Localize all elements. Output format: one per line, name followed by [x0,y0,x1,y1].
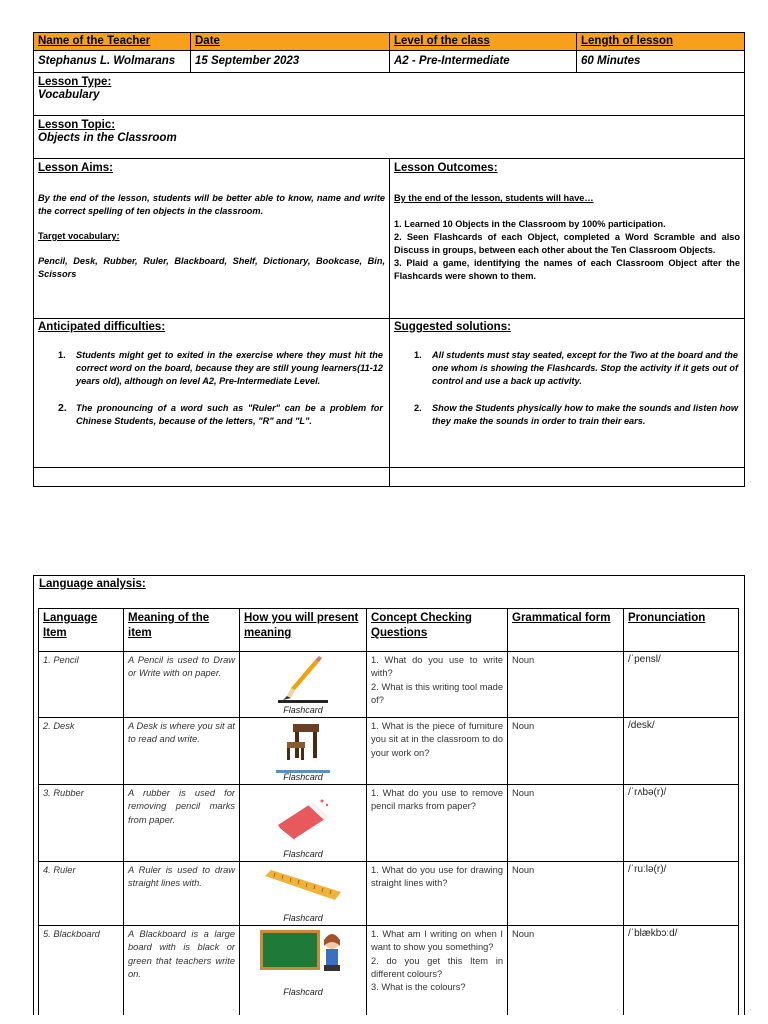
flashcard-label: Flashcard [283,705,323,715]
item-ccq: 1. What is the piece of furniture you sit at in the classroom to do your work on? [366,718,507,784]
lesson-aims-cell [34,159,390,318]
desk-image [283,720,323,766]
class-level: A2 - Pre-Intermediate [390,51,577,72]
flashcard-label: Flashcard [283,849,323,859]
table-row [38,784,739,861]
col-grammatical-form: Grammatical form [507,609,623,651]
target-vocabulary-label: Target vocabulary: [38,231,120,241]
item-pronunciation: /desk/ [623,718,739,784]
outcomes-intro: By the end of the lesson, students will have… [394,193,594,203]
table-row [38,651,739,717]
table-row [38,861,739,925]
item-form: Noun [507,718,623,784]
col-present-meaning: How you will present meaning [239,609,366,651]
ruler-image [263,868,343,902]
table-row [38,717,739,784]
flashcard-label: Flashcard [283,987,323,997]
lesson-aims-text: By the end of the lesson, students will be better able to know, name and write the correct spelling of ten objects in the classroom. [38,193,385,216]
difficulty-item: 2. The pronouncing of a word such as "Ruler" can be a problem for Chinese Students, because of the letters, "R" and "L". [58,402,383,426]
lesson-type-row [34,73,744,116]
aims-outcomes-row [34,159,744,319]
lesson-plan-table [33,32,745,487]
header-values-row [34,51,744,73]
empty-row [34,468,744,486]
item-pronunciation: /ˈpensl/ [623,652,739,717]
difficulties-solutions-row [34,319,744,468]
rubber-image [272,795,334,841]
table-header-row [38,608,739,651]
item-meaning: A rubber is used for removing pencil marks from paper. [123,785,239,861]
item-meaning: A Desk is where you sit at to read and write. [123,718,239,784]
difficulty-item: 1. Students might get to exited in the exercise where they must hit the correct word on the board, because they are still young learners(11-12 years old), although on level A2, Pre-Intermediate Level. [58,350,383,386]
flashcard-cell [239,652,366,717]
outcome-item: 1. Learned 10 Objects in the Classroom by 100% participation. [394,219,666,229]
solutions-label: Suggested solutions: [394,321,511,333]
flashcard-cell [239,718,366,784]
item-name: 2. Desk [38,718,123,784]
pencil-image [279,656,327,700]
outcome-item: 3. Plaid a game, identifying the names of each Classroom Object after the Flashcards were shown to them. [394,258,740,281]
difficulties-label: Anticipated difficulties: [38,321,166,333]
flashcard-cell [239,785,366,861]
lesson-outcomes-label: Lesson Outcomes: [394,162,498,174]
item-name: 1. Pencil [38,652,123,717]
item-meaning: A Pencil is used to Draw or Write with on paper. [123,652,239,717]
item-meaning: A Blackboard is a large board with is black or green that teachers write on. [123,926,239,1015]
item-name: 3. Rubber [38,785,123,861]
lesson-topic-label: Lesson Topic: [38,119,116,131]
blackboard-image [258,928,348,976]
header-date: Date [191,33,390,50]
flashcard-label: Flashcard [283,772,323,782]
header-row [34,33,744,51]
col-meaning: Meaning of the item [123,609,239,651]
lesson-type-value: Vocabulary [38,89,100,101]
item-form: Noun [507,862,623,925]
lesson-date: 15 September 2023 [191,51,390,72]
lesson-length: 60 Minutes [581,55,641,67]
item-form: Noun [507,652,623,717]
teacher-name: Stephanus L. Wolmarans [34,51,191,72]
flashcard-cell [239,862,366,925]
solution-item: 2. Show the Students physically how to make the sounds and listen how they make the sounds in order to train their ears. [414,403,738,426]
item-pronunciation: /ˈblækbɔːd/ [623,926,739,1015]
col-ccq: Concept Checking Questions [366,609,507,651]
lesson-topic-row [34,116,744,159]
solution-item: 1. All students must stay seated, except for the Two at the board and the one whom is showing the Flashcards. Stop the activity if it gets out of control and use a back up activity. [414,350,738,386]
header-teacher: Name of the Teacher [34,33,191,50]
item-pronunciation: /ˈrʌbə(r)/ [623,785,739,861]
target-vocabulary-words: Pencil, Desk, Rubber, Ruler, Blackboard, Shelf, Dictionary, Bookcase, Bin, Scissors [38,256,385,279]
item-ccq: 1. What do you use to write with? 2. What is this writing tool made of? [366,652,507,717]
outcome-item: 2. Seen Flashcards of each Object, completed a Word Scramble and also Discuss in groups, between each other about the Ten Classroom Objects. [394,232,740,255]
difficulties-cell [34,319,390,467]
language-analysis-section [33,575,745,1015]
lesson-topic-value: Objects in the Classroom [38,132,177,144]
item-form: Noun [507,785,623,861]
item-pronunciation: /ˈruːlə(r)/ [623,862,739,925]
item-meaning: A Ruler is used to draw straight lines with. [123,862,239,925]
lesson-type-label: Lesson Type: [38,76,112,88]
table-row [38,925,739,1015]
col-language-item: Language Item [38,609,123,651]
lesson-outcomes-cell [390,159,744,318]
item-name: 5. Blackboard [38,926,123,1015]
flashcard-cell [239,926,366,1015]
col-pronunciation: Pronunciation [623,609,739,651]
item-ccq: 1. What do you use to remove pencil marks from paper? [366,785,507,861]
lesson-aims-label: Lesson Aims: [38,162,113,174]
flashcard-label: Flashcard [283,913,323,923]
header-length: Length of lesson [577,33,744,50]
solutions-cell [390,319,744,467]
item-ccq: 1. What do you use for drawing straight lines with? [366,862,507,925]
language-analysis-title: Language analysis: [39,578,146,590]
header-level: Level of the class [390,33,577,50]
item-ccq: 1. What am I writing on when I want to show you something? 2. do you get this Item in different colours? 3. What is the colours? [366,926,507,1015]
item-name: 4. Ruler [38,862,123,925]
item-form: Noun [507,926,623,1015]
